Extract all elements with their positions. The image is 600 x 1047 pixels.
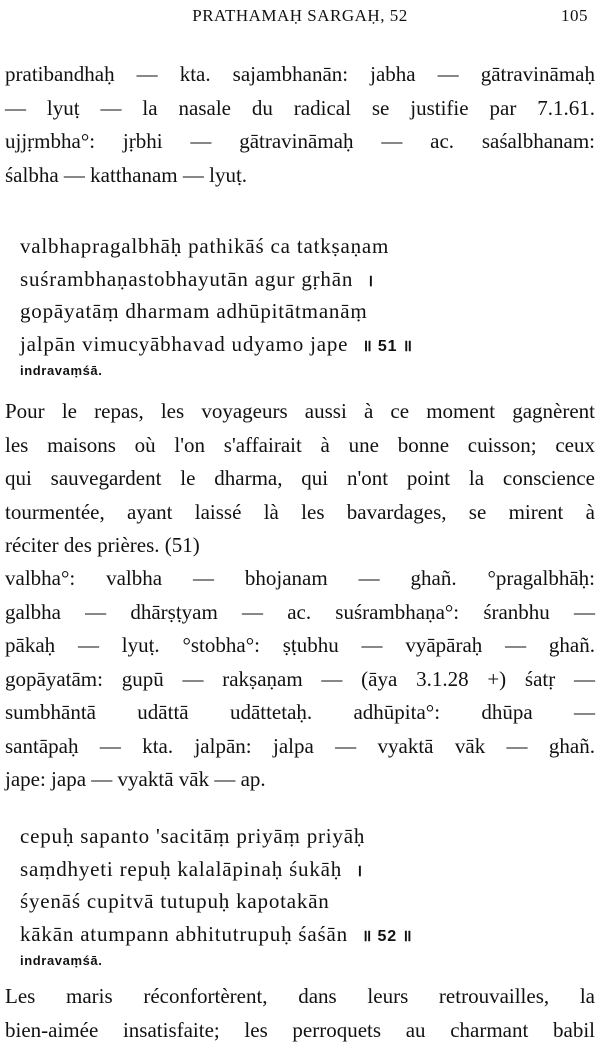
commentary-line: santāpaḥ — kta. jalpān: jalpa — vyaktā vāk — ghañ.	[5, 730, 595, 764]
half-verse-mark: ।	[356, 863, 363, 880]
half-verse-mark: ।	[367, 273, 374, 290]
commentary-line: galbha — dhārṣṭyam — ac. suśrambhaṇa°: śranbhu —	[5, 596, 595, 630]
verse-line-text: suśrambhaṇastobhayutān agur gṛhān	[20, 267, 353, 291]
verse-line	[20, 918, 540, 951]
running-title: PRATHAMAḤ SARGAḤ, 52	[0, 6, 600, 26]
commentary-line: pratibandhaḥ — kta. sajambhanān: jabha — gātravināmaḥ	[5, 58, 595, 92]
verse-line: gopāyatāṃ dharmam adhūpitātmanāṃ	[20, 295, 540, 328]
verse-51	[20, 230, 540, 382]
verse-line	[20, 328, 540, 361]
commentary-line: valbha°: valbha — bhojanam — ghañ. °pragalbhāḥ:	[5, 562, 595, 596]
translation-line: réciter des prières. (51)	[5, 529, 595, 563]
translation-block-51	[5, 395, 595, 563]
commentary-block-1	[5, 58, 595, 192]
page-header	[0, 4, 600, 28]
commentary-line: sumbhāntā udāttā udāttetaḥ. adhūpita°: dhūpa —	[5, 696, 595, 730]
commentary-line: jape: japa — vyaktā vāk — ap.	[5, 763, 595, 797]
translation-line: Les maris réconfortèrent, dans leurs retrouvailles, la	[5, 980, 595, 1014]
verse-number: ॥ 52 ॥	[362, 928, 413, 945]
verse-line: valbhapragalbhāḥ pathikāś ca tatkṣaṇam	[20, 230, 540, 263]
page-number: 105	[561, 6, 588, 26]
commentary-line: ujjṛmbha°: jṛbhi — gātravināmaḥ — ac. saśalbhanam:	[5, 125, 595, 159]
translation-line: tourmentée, ayant laissé là les bavardages, se mirent à	[5, 496, 595, 530]
translation-line: les maisons où l'on s'affairait à une bonne cuisson; ceux	[5, 429, 595, 463]
verse-line	[20, 853, 540, 886]
commentary-line: — lyuṭ — la nasale du radical se justifie par 7.1.61.	[5, 92, 595, 126]
verse-line: śyenāś cupitvā tutupuḥ kapotakān	[20, 885, 540, 918]
meter-label: indravaṃśā.	[20, 360, 540, 382]
translation-block-52	[5, 980, 595, 1047]
verse-line	[20, 263, 540, 296]
verse-52	[20, 820, 540, 972]
commentary-line: pākaḥ — lyuṭ. °stobha°: ṣṭubhu — vyāpāraḥ — ghañ.	[5, 629, 595, 663]
verse-line-text: saṃdhyeti repuḥ kalalāpinaḥ śukāḥ	[20, 857, 342, 881]
translation-line: qui sauvegardent le dharma, qui n'ont point la conscience	[5, 462, 595, 496]
meter-label: indravaṃśā.	[20, 950, 540, 972]
verse-line: cepuḥ sapanto 'sacitāṃ priyāṃ priyāḥ	[20, 820, 540, 853]
commentary-line: gopāyatām: gupū — rakṣaṇam — (āya 3.1.28 +) śatṛ —	[5, 663, 595, 697]
translation-line: bien-aimée insatisfaite; les perroquets au charmant babil	[5, 1014, 595, 1047]
verse-number: ॥ 51 ॥	[362, 338, 413, 355]
commentary-block-2	[5, 562, 595, 797]
verse-line-text: jalpān vimucyābhavad udyamo jape	[20, 332, 348, 356]
commentary-line: śalbha — katthanam — lyuṭ.	[5, 159, 595, 193]
verse-line-text: kākān atumpann abhitutrupuḥ śaśān	[20, 922, 348, 946]
translation-line: Pour le repas, les voyageurs aussi à ce moment gagnèrent	[5, 395, 595, 429]
